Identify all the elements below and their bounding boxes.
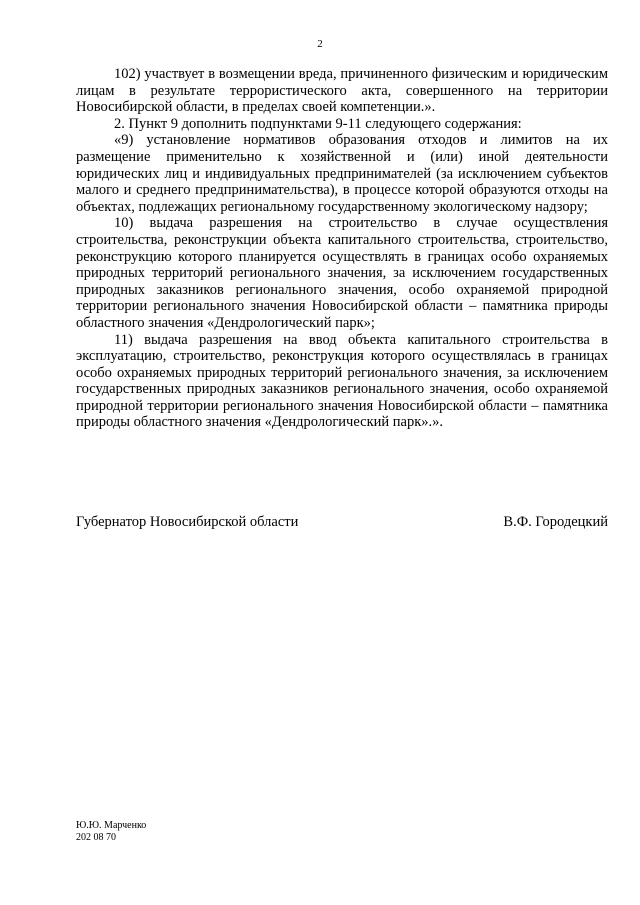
paragraph-item-10: 10) выдача разрешения на строительство в случае осуществления строительства, реконструкции объекта капитального строительства, строительство, реконструкцию которого планируется осуществлять в границах особо охраняемых природных территорий регионального значения, за исключением государственных природных заказников регионального значения, особо охраняемой природной территории регионального значения Новосибирской области – памятника природы областного значения «Дендрологический парк»; bbox=[76, 215, 608, 331]
signatory-title: Губернатор Новосибирской области bbox=[76, 514, 299, 530]
document-body bbox=[76, 66, 608, 431]
signature-block bbox=[76, 514, 608, 531]
executor-name: Ю.Ю. Марченко bbox=[76, 820, 147, 831]
paragraph-point-2: 2. Пункт 9 дополнить подпунктами 9-11 следующего содержания: bbox=[114, 115, 522, 132]
paragraph-item-102: 102) участвует в возмещении вреда, причиненного физическим и юридическим лицам в результате террористического акта, совершенного на территории Новосибирской области, в пределах своей компетенции.». bbox=[76, 66, 608, 116]
page-number: 2 bbox=[317, 38, 323, 50]
executor-phone: 202 08 70 bbox=[76, 832, 116, 843]
paragraph-item-9: «9) установление нормативов образования отходов и лимитов на их размещение применительно к хозяйственной и (или) иной деятельности юридических лиц и индивидуальных предпринимателей (за исключением субъектов малого и среднего предпринимательства), в процессе которой образуются отходы на объектах, подлежащих региональному государственному экологическому надзору; bbox=[76, 132, 608, 215]
executor-block bbox=[76, 820, 146, 844]
signatory-name: В.Ф. Городецкий bbox=[503, 514, 608, 530]
paragraph-item-11: 11) выдача разрешения на ввод объекта капитального строительства в эксплуатацию, строительство, реконструкция которого осуществлялась в границах особо охраняемых природных территорий регионального значения, за исключением государственных природных заказников регионального значения, особо охраняемой природной территории регионального значения Новосибирской области – памятника природы областного значения «Дендрологический парк».». bbox=[76, 331, 608, 431]
